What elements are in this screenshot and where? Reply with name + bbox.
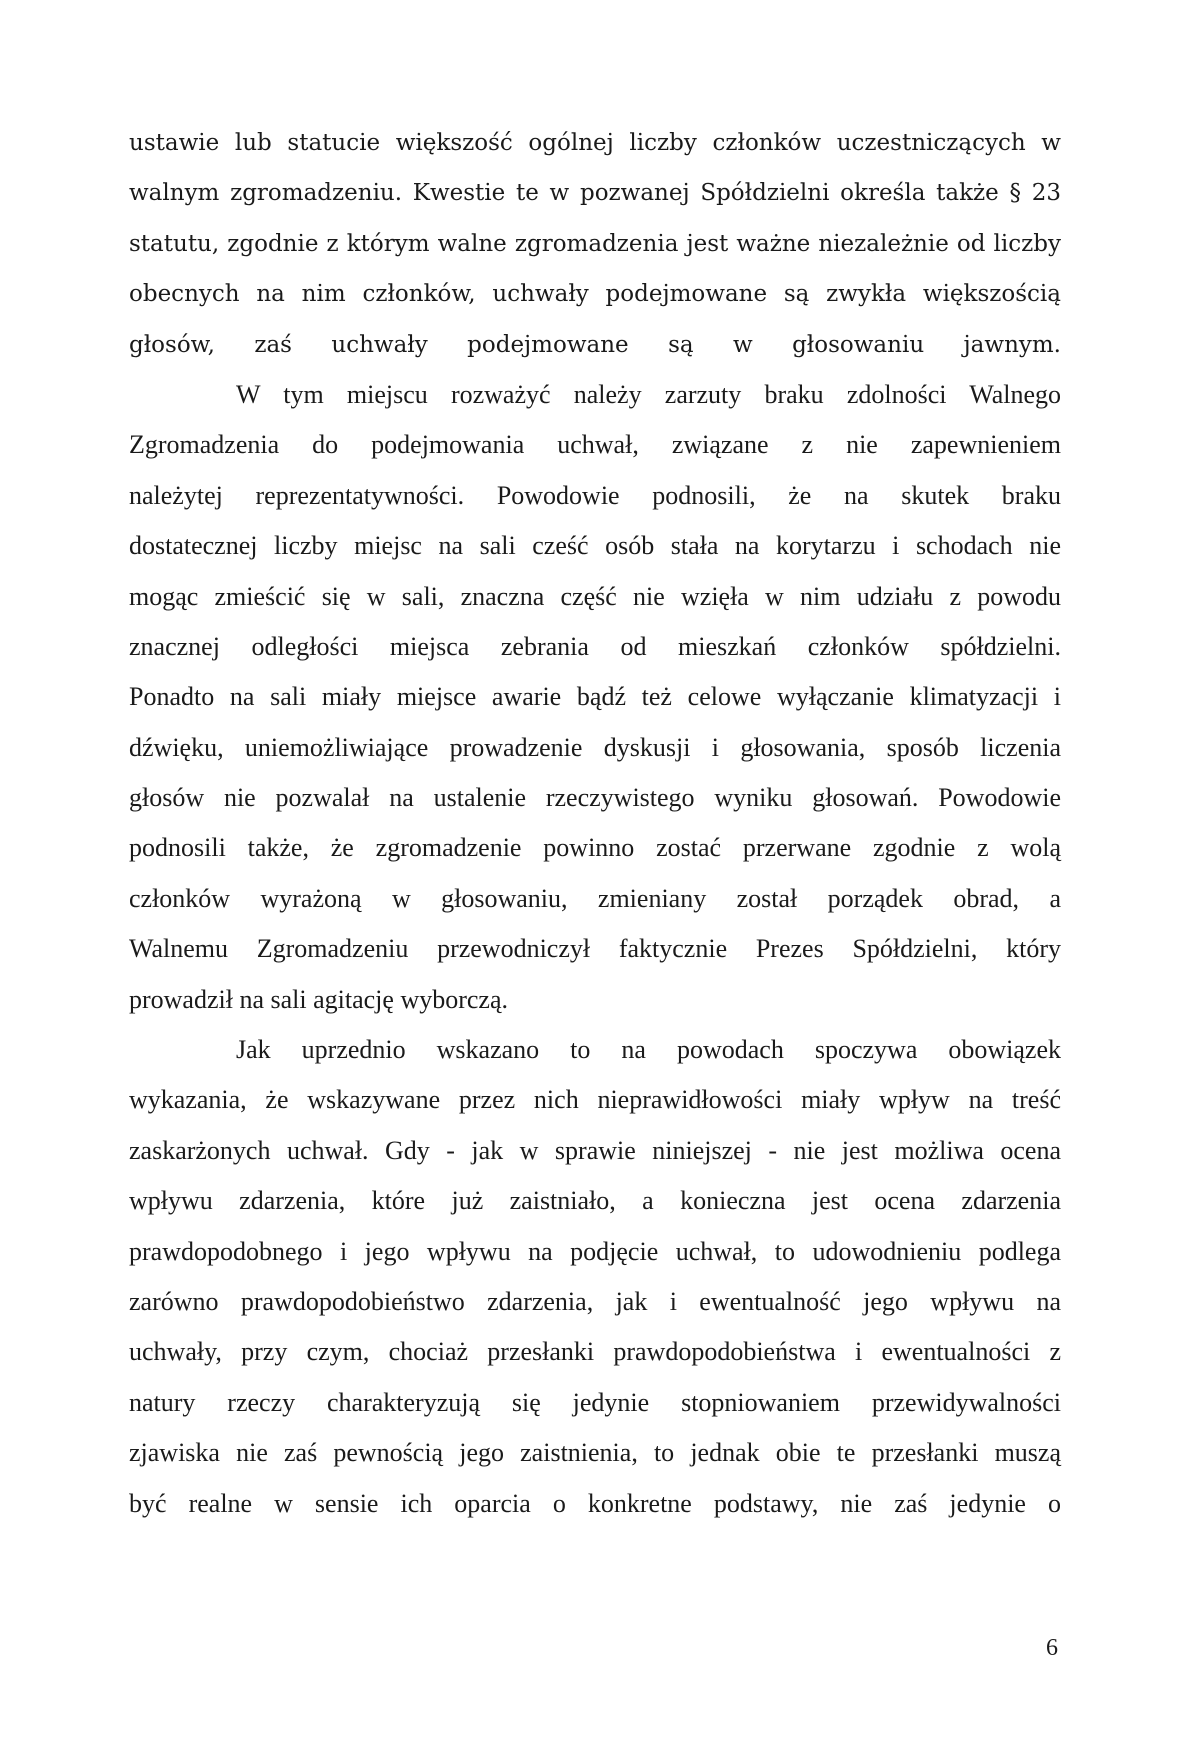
text-line: natury rzeczy charakteryzują się jedynie stopniowaniem przewidywalności bbox=[129, 1387, 1061, 1417]
text-line: prowadził na sali agitację wyborczą. bbox=[129, 984, 508, 1014]
text-line: W tym miejscu rozważyć należy zarzuty braku zdolności Walnego bbox=[236, 379, 1061, 409]
text-line: statutu, zgodnie z którym walne zgromadzenia jest ważne niezależnie od liczby bbox=[129, 230, 1061, 257]
text-line: walnym zgromadzeniu. Kwestie te w pozwanej Spółdzielni określa także § 23 bbox=[129, 180, 1061, 207]
text-line: mogąc zmieścić się w sali, znaczna część nie wzięła w nim udziału z powodu bbox=[129, 581, 1061, 611]
text-line: ustawie lub statucie większość ogólnej liczby członków uczestniczących w bbox=[129, 130, 1061, 156]
text-line: dźwięku, uniemożliwiające prowadzenie dyskusji i głosowania, sposób liczenia bbox=[129, 732, 1061, 762]
text-line: należytej reprezentatywności. Powodowie podnosili, że na skutek braku bbox=[129, 480, 1061, 510]
text-line: uchwały, przy czym, chociaż przesłanki prawdopodobieństwa i ewentualności z bbox=[129, 1337, 1061, 1367]
text-line: znacznej odległości miejsca zebrania od mieszkań członków spółdzielni. bbox=[129, 631, 1061, 661]
text-line: głosów, zaś uchwały podejmowane są w głosowaniu jawnym. bbox=[129, 331, 1061, 358]
text-line: prawdopodobnego i jego wpływu na podjęcie uchwał, to udowodnieniu podlega bbox=[129, 1236, 1061, 1266]
text-line: zarówno prawdopodobieństwo zdarzenia, jak i ewentualność jego wpływu na bbox=[129, 1286, 1061, 1316]
text-line: podnosili także, że zgromadzenie powinno zostać przerwane zgodnie z wolą bbox=[129, 833, 1061, 863]
text-line: Walnemu Zgromadzeniu przewodniczył faktycznie Prezes Spółdzielni, który bbox=[129, 934, 1061, 964]
text-line: obecnych na nim członków, uchwały podejmowane są zwykła większością bbox=[129, 281, 1061, 308]
text-line: Zgromadzenia do podejmowania uchwał, związane z nie zapewnieniem bbox=[129, 430, 1061, 460]
text-line: Ponadto na sali miały miejsce awarie bądź też celowe wyłączanie klimatyzacji i bbox=[129, 682, 1061, 712]
text-line: dostatecznej liczby miejsc na sali cześć osób stała na korytarzu i schodach nie bbox=[129, 531, 1061, 561]
text-line: być realne w sensie ich oparcia o konkretne podstawy, nie zaś jedynie o bbox=[129, 1488, 1061, 1518]
text-line: Jak uprzednio wskazano to na powodach spoczywa obowiązek bbox=[236, 1035, 1061, 1065]
text-line: zaskarżonych uchwał. Gdy - jak w sprawie niniejszej - nie jest możliwa ocena bbox=[129, 1135, 1061, 1165]
text-line: głosów nie pozwalał na ustalenie rzeczywistego wyniku głosowań. Powodowie bbox=[129, 783, 1061, 813]
text-line: członków wyrażoną w głosowaniu, zmieniany został porządek obrad, a bbox=[129, 883, 1061, 913]
text-line: wykazania, że wskazywane przez nich nieprawidłowości miały wpływ na treść bbox=[129, 1085, 1061, 1115]
text-line: wpływu zdarzenia, które już zaistniało, a konieczna jest ocena zdarzenia bbox=[129, 1186, 1061, 1216]
text-line: zjawiska nie zaś pewnością jego zaistnienia, to jednak obie te przesłanki muszą bbox=[129, 1438, 1061, 1468]
body-text bbox=[129, 118, 1061, 1529]
page-number: 6 bbox=[1046, 1635, 1058, 1661]
